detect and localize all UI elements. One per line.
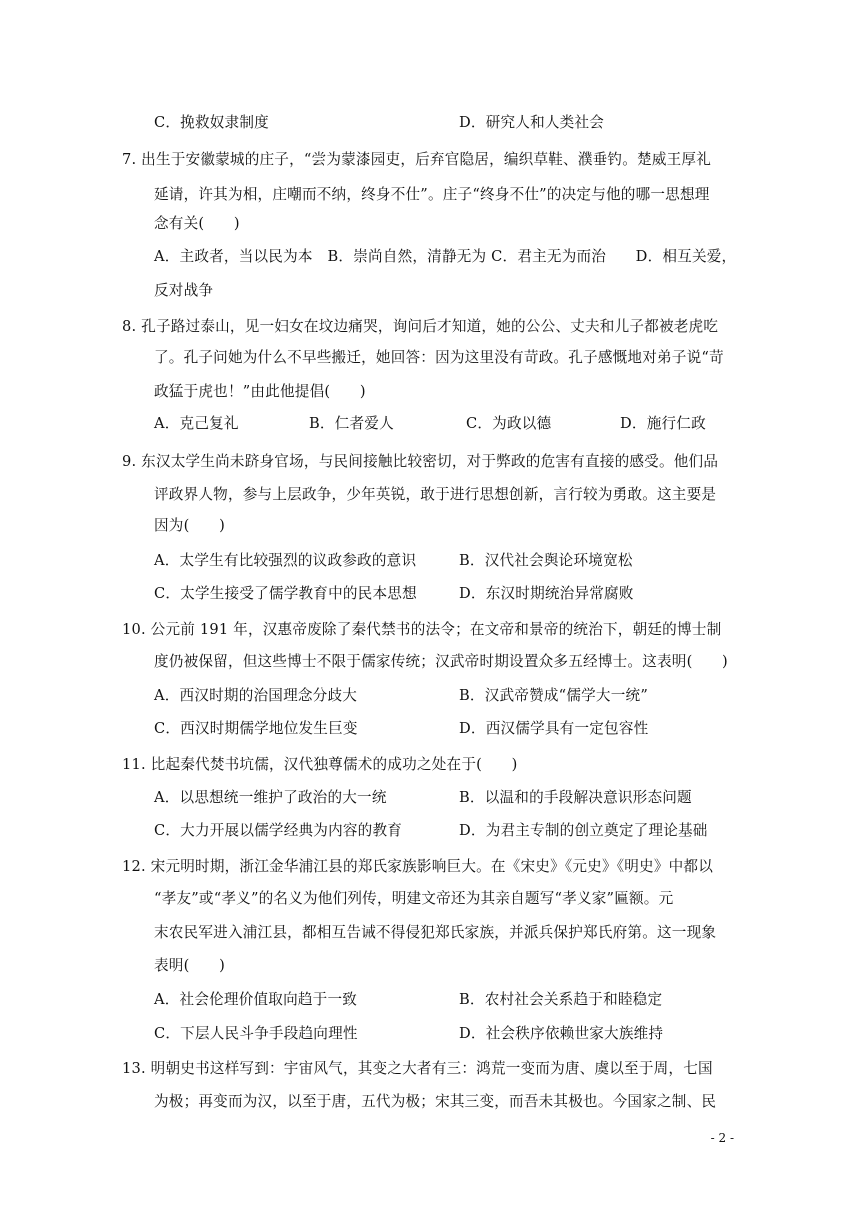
q9-line-1: 9. 东汉太学生尚未跻身官场，与民间接触比较密切，对于弊政的危害有直接的感受。他们品 [122,453,719,470]
q7-line-1: 7. 出生于安徽蒙城的庄子，“尝为蒙漆园吏，后弃官隐居，编织草鞋、濮垂钓。楚威王厚礼 [122,151,711,168]
q12-option-d: D．社会秩序依赖世家大族维持 [459,1025,664,1042]
q9-option-b: B．汉代社会舆论环境宽松 [459,552,633,569]
q11-option-c: C．大力开展以儒学经典为内容的教育 [154,822,403,839]
q11-option-a: A．以思想统一维护了政治的大一统 [154,789,387,806]
q12-option-c: C．下层人民斗争手段趋向理性 [154,1025,358,1042]
q9-line-2: 评政界人物，参与上层政争，少年英锐，敢于进行思想创新，言行较为勇敢。这主要是 [154,486,717,503]
q12-line-2: “孝友”或“孝义”的名义为他们列传，明建文帝还为其亲自题写“孝义家”匾额。元 [154,890,674,907]
q8-option-b: B．仁者爱人 [309,415,394,432]
q8-line-3: 政猛于虎也！”由此他提倡( ) [154,383,366,400]
q7-line-2: 延请，许其为相，庄嘲而不纳，终身不仕”。庄子“终身不仕”的决定与他的哪一思想理 [154,186,710,203]
q12-line-1: 12. 宋元明时期，浙江金华浦江县的郑氏家族影响巨大。在《宋史》《元史》《明史》中都以 [122,858,714,875]
q12-option-a: A．社会伦理价值取向趋于一致 [154,991,358,1008]
q10-option-a: A．西汉时期的治国理念分歧大 [154,687,358,704]
q8-option-d: D．施行仁政 [620,415,706,432]
q7-options-line: A．主政者，当以民为本 B．崇尚自然，清静无为 C．君主无为而治 D．相互关爱， [154,248,737,265]
q12-option-b: B．农村社会关系趋于和睦稳定 [459,991,663,1008]
q8-line-1: 8. 孔子路过泰山，见一妇女在坟边痛哭，询问后才知道，她的公公、丈夫和儿子都被老虎吃 [122,318,719,335]
q10-line-2: 度仍被保留，但这些博士不限于儒家传统；汉武帝时期设置众多五经博士。这表明( ) [154,653,728,670]
q8-line-2: 了。孔子问她为什么不早些搬迁，她回答：因为这里没有苛政。孔子感慨地对弟子说“苛 [154,349,724,366]
q10-line-1: 10. 公元前 191 年，汉惠帝废除了秦代禁书的法令；在文帝和景帝的统治下，朝廷的博士制 [122,621,722,638]
q11-option-d: D．为君主专制的创立奠定了理论基础 [459,822,708,839]
q11-option-b: B．以温和的手段解决意识形态问题 [459,789,692,806]
q9-option-a: A．太学生有比较强烈的议政参政的意识 [154,552,417,569]
q8-option-a: A．克己复礼 [154,415,239,432]
q9-option-c: C．太学生接受了儒学教育中的民本思想 [154,585,417,602]
q9-line-3: 因为( ) [154,517,225,534]
q13-line-1: 13. 明朝史书这样写到：宇宙风气，其变之大者有三：鸿荒一变而为唐、虞以至于周，七国 [122,1060,713,1077]
q6-option-c: C．挽救奴隶制度 [154,114,269,131]
q8-option-c: C．为政以德 [466,415,552,432]
q10-option-b: B．汉武帝赞成“儒学大一统” [459,687,648,704]
q13-line-2: 为极；再变而为汉，以至于唐，五代为极；宋其三变，而吾未其极也。今国家之制、民 [154,1093,717,1110]
q12-line-3: 末农民军进入浦江县，都相互告诫不得侵犯郑氏家族，并派兵保护郑氏府第。这一现象 [154,924,717,941]
q7-line-3: 念有关( ) [154,215,240,232]
q9-option-d: D．东汉时期统治异常腐败 [459,585,634,602]
q10-option-d: D．西汉儒学具有一定包容性 [459,720,649,737]
q6-option-d: D．研究人和人类社会 [459,114,605,131]
q10-option-c: C．西汉时期儒学地位发生巨变 [154,720,358,737]
q12-line-4: 表明( ) [154,957,225,974]
q11-line-1: 11. 比起秦代焚书坑儒，汉代独尊儒术的成功之处在于( ) [122,756,518,773]
q7-options-wrap: 反对战争 [154,282,214,299]
page-number: - 2 - [710,1131,734,1145]
